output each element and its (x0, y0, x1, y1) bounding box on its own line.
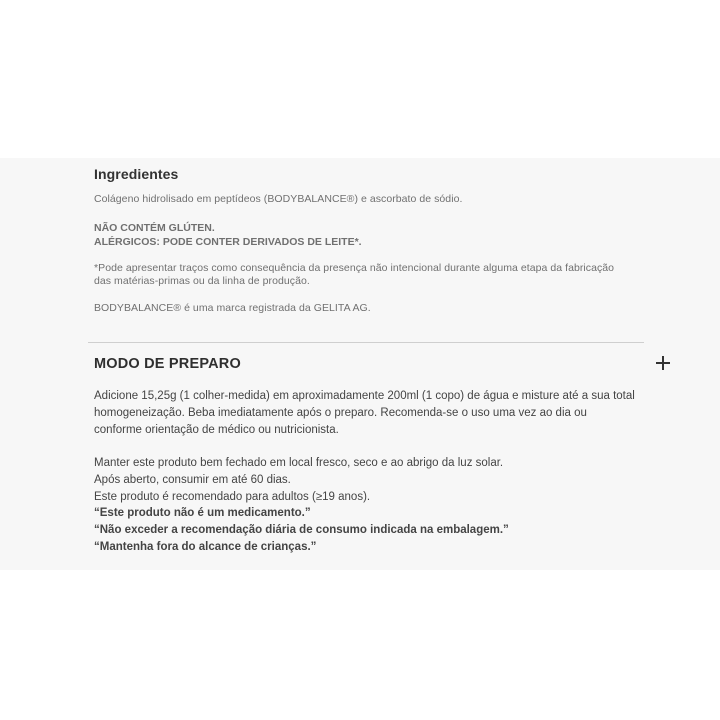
trace-note-line: *Pode apresentar traços como consequência da presença não intencional durante alguma etapa da fabricação (94, 262, 615, 274)
storage-line: Manter este produto bem fechado em local fresco, seco e ao abrigo da luz solar. (94, 457, 504, 469)
section-divider (88, 342, 644, 343)
preparation-line: Adicione 15,25g (1 colher-medida) em aproximadamente 200ml (1 copo) de água e misture até a sua total (94, 390, 635, 402)
preparation-line: homogeneização. Beba imediatamente após o preparo. Recomenda-se o uso uma vez ao dia ou (94, 407, 587, 419)
plus-icon[interactable] (656, 356, 670, 370)
trace-note-line: das matérias-primas ou da linha de produção. (94, 275, 310, 287)
warning-line: “Não exceder a recomendação diária de consumo indicada na embalagem.” (94, 524, 509, 536)
warnings (94, 505, 644, 556)
warning-line: “Mantenha fora do alcance de crianças.” (94, 541, 317, 553)
storage-line: Este produto é recomendado para adultos (≥19 anos). (94, 491, 371, 503)
preparation-accordion-header[interactable] (94, 356, 670, 378)
preparation-title: MODO DE PREPARO (94, 356, 241, 372)
brand-note-text: BODYBALANCE® é uma marca registrada da GELITA AG. (94, 302, 371, 314)
gluten-statement: NÃO CONTÉM GLÚTEN. (94, 222, 215, 234)
allergen-statement: ALÉRGICOS: PODE CONTER DERIVADOS DE LEITE*. (94, 236, 362, 248)
allergen-info (94, 221, 644, 249)
warning-line: “Este produto não é um medicamento.” (94, 507, 311, 519)
brand-note (94, 302, 644, 315)
ingredients-description (94, 193, 644, 206)
storage-line: Após aberto, consumir em até 60 dias. (94, 474, 291, 486)
ingredients-title: Ingredientes (94, 166, 179, 182)
preparation-line: conforme orientação de médico ou nutricionista. (94, 424, 339, 436)
trace-note (94, 262, 644, 288)
ingredients-description-text: Colágeno hidrolisado em peptídeos (BODYBALANCE®) e ascorbato de sódio. (94, 193, 463, 205)
preparation-instructions (94, 388, 654, 439)
storage-instructions (94, 455, 644, 506)
